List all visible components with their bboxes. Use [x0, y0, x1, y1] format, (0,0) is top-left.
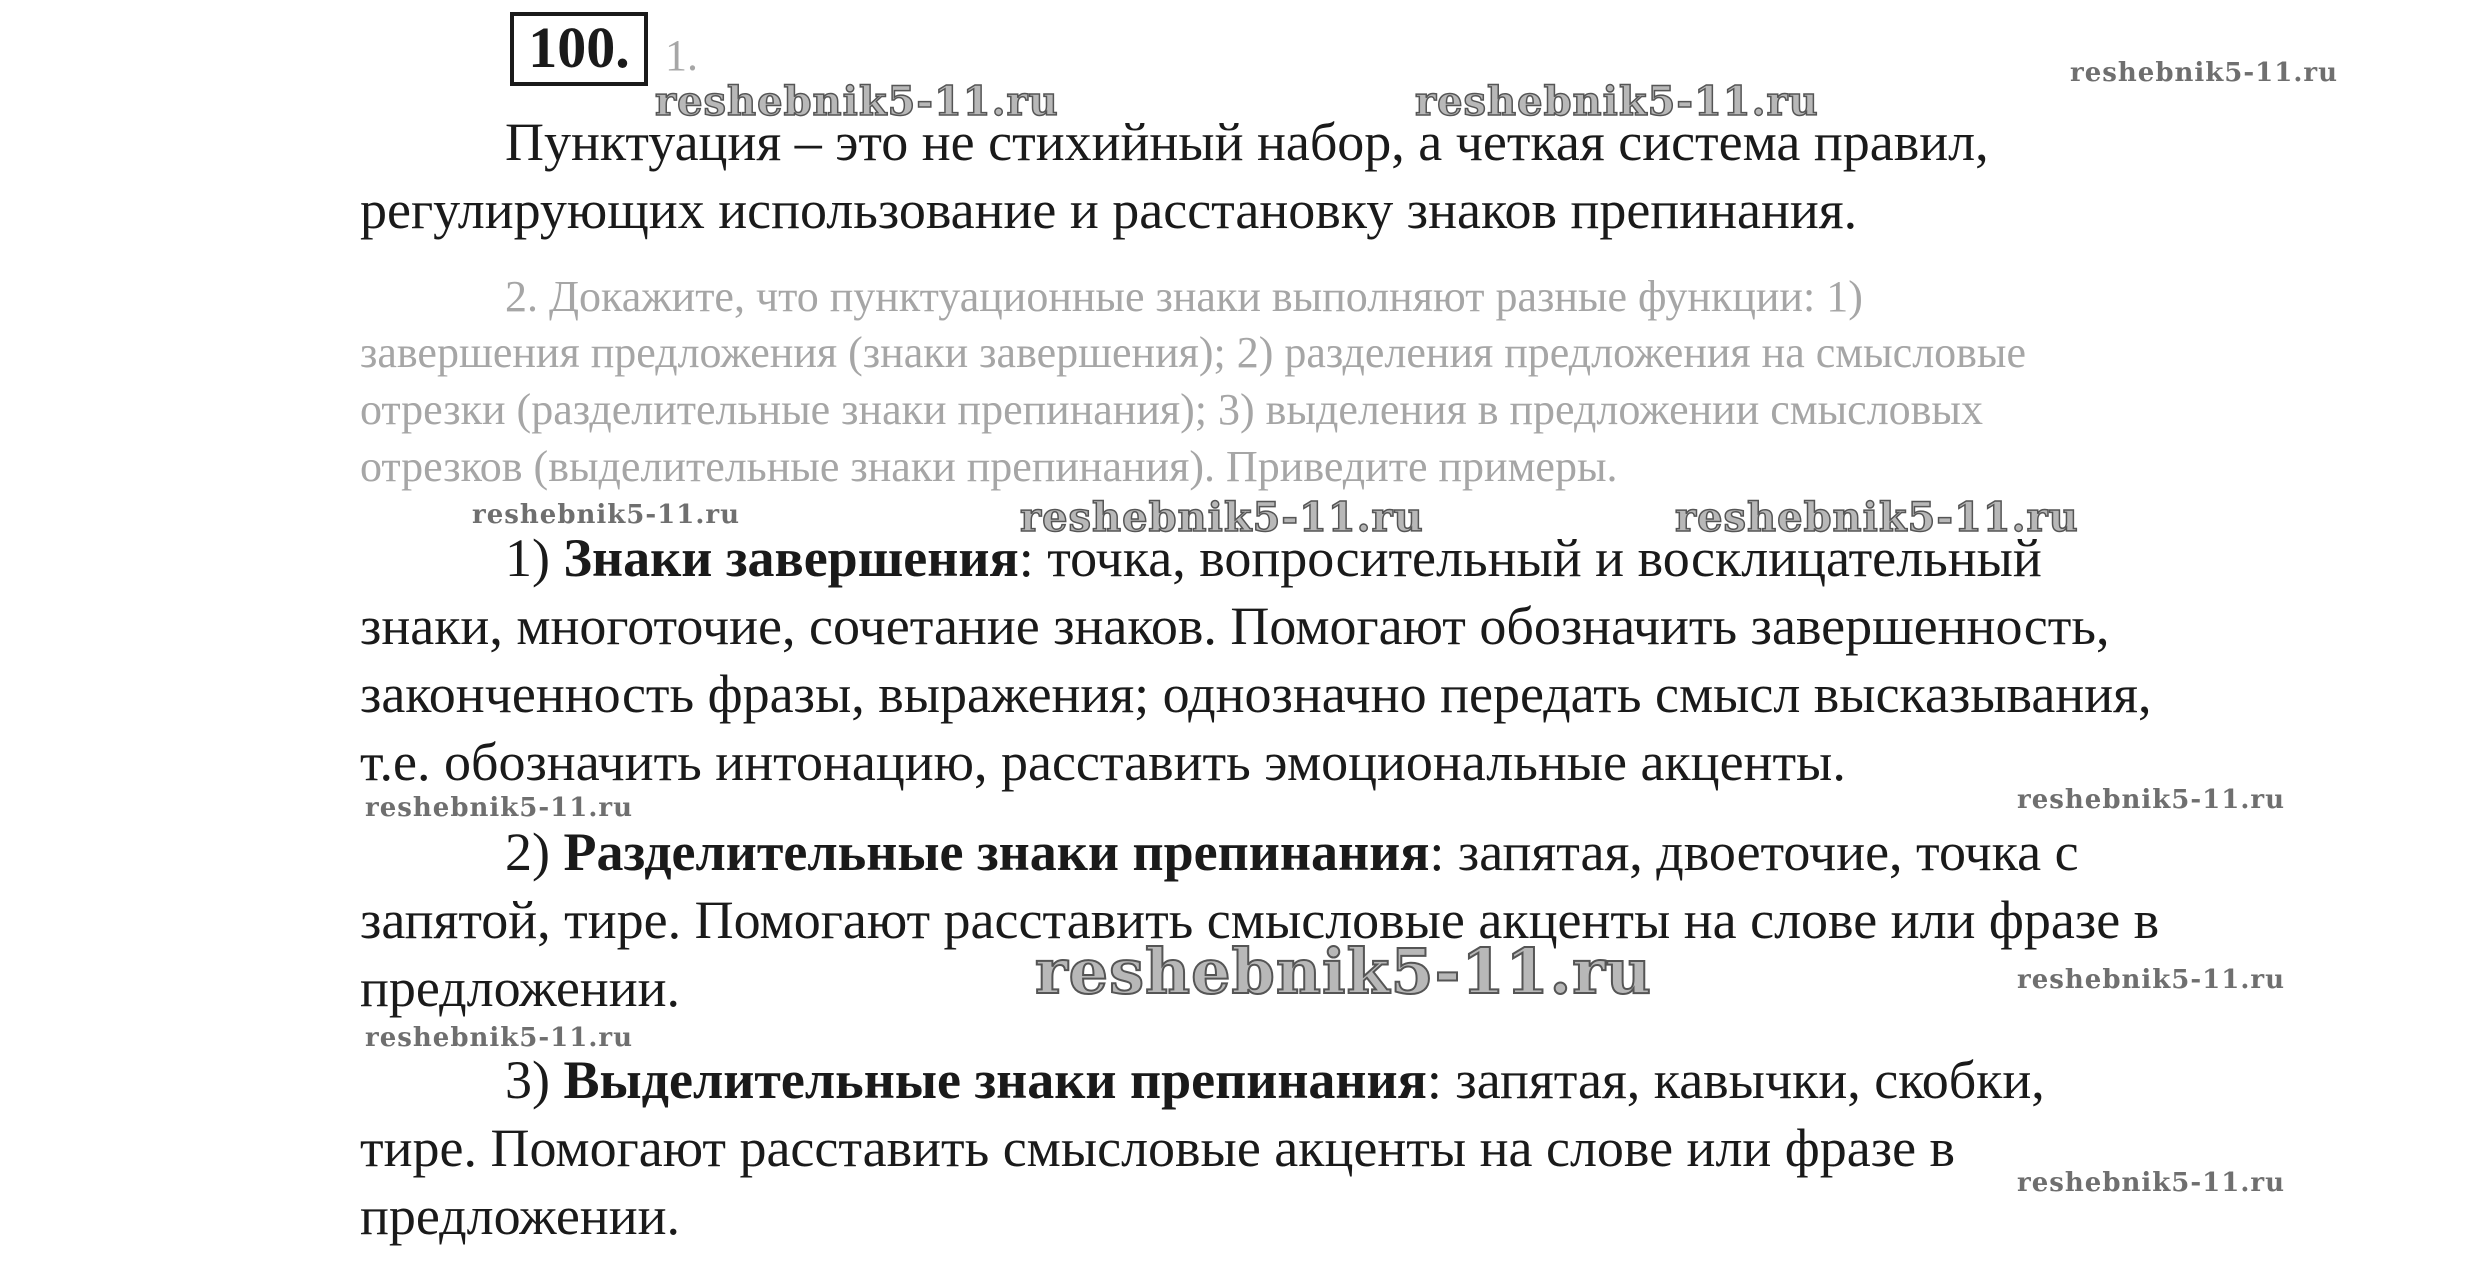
item-1-line-2: знаки, многоточие, сочетание знаков. Помогают обозначить завершенность, — [360, 596, 2110, 656]
answer-1-line-2: регулирующих использование и расстановку знаков препинания. — [360, 180, 1858, 240]
item-3-rest: : запятая, кавычки, скобки, — [1426, 1050, 2045, 1110]
watermark: reshebnik5-11.ru — [2070, 58, 2339, 88]
watermark: reshebnik5-11.ru — [365, 1023, 634, 1053]
watermark: reshebnik5-11.ru — [472, 500, 741, 530]
item-1-line-4: т.е. обозначить интонацию, расставить эмоциональные акценты. — [360, 732, 1846, 792]
item-2-line-3: предложении. — [360, 958, 680, 1018]
item-2-rest: : запятая, двоеточие, точка с — [1429, 822, 2079, 882]
watermark: reshebnik5-11.ru — [2017, 785, 2286, 815]
watermark: reshebnik5-11.ru — [1035, 935, 1652, 1008]
watermark: reshebnik5-11.ru — [1415, 78, 1819, 125]
item-3-line-1 — [505, 1050, 2045, 1110]
item-3-line-2: тире. Помогают расставить смысловые акценты на слове или фразе в — [360, 1118, 1956, 1178]
item-2-line-1 — [505, 822, 2079, 882]
item-1-line-3: законченность фразы, выражения; однозначно передать смысл высказывания, — [360, 664, 2152, 724]
watermark: reshebnik5-11.ru — [1020, 494, 1424, 541]
item-3-line-3: предложении. — [360, 1186, 680, 1246]
item-2-prefix: 2) — [505, 822, 564, 882]
item-1-term: Знаки завершения — [563, 528, 1019, 588]
answer-1-line-1: Пунктуация – это не стихийный набор, а четкая система правил, — [505, 112, 1989, 172]
item-1-rest: : точка, вопросительный и восклицательный — [1018, 528, 2042, 588]
exercise-number: 100. — [510, 12, 648, 86]
task-2-line-4: отрезков (выделительные знаки препинания). Приведите примеры. — [360, 442, 1618, 491]
task-1-label: 1. — [665, 31, 698, 80]
watermark: reshebnik5-11.ru — [2017, 1168, 2286, 1198]
item-3-prefix: 3) — [505, 1050, 564, 1110]
item-2-line-2: запятой, тире. Помогают расставить смысловые акценты на слове или фразе в — [360, 890, 2160, 950]
task-2-line-1: 2. Докажите, что пунктуационные знаки выполняют разные функции: 1) — [505, 272, 1863, 321]
task-2-line-2: завершения предложения (знаки завершения); 2) разделения предложения на смысловые — [360, 328, 2027, 377]
watermark: reshebnik5-11.ru — [365, 793, 634, 823]
task-2-line-3: отрезки (разделительные знаки препинания); 3) выделения в предложении смысловых — [360, 385, 1983, 434]
watermark: reshebnik5-11.ru — [2017, 965, 2286, 995]
item-1-prefix: 1) — [505, 528, 564, 588]
item-1-line-1 — [505, 528, 2042, 588]
watermark: reshebnik5-11.ru — [655, 78, 1059, 125]
item-2-term: Разделительные знаки препинания — [563, 822, 1430, 882]
watermark: reshebnik5-11.ru — [1675, 494, 2079, 541]
item-3-term: Выделительные знаки препинания — [563, 1050, 1427, 1110]
